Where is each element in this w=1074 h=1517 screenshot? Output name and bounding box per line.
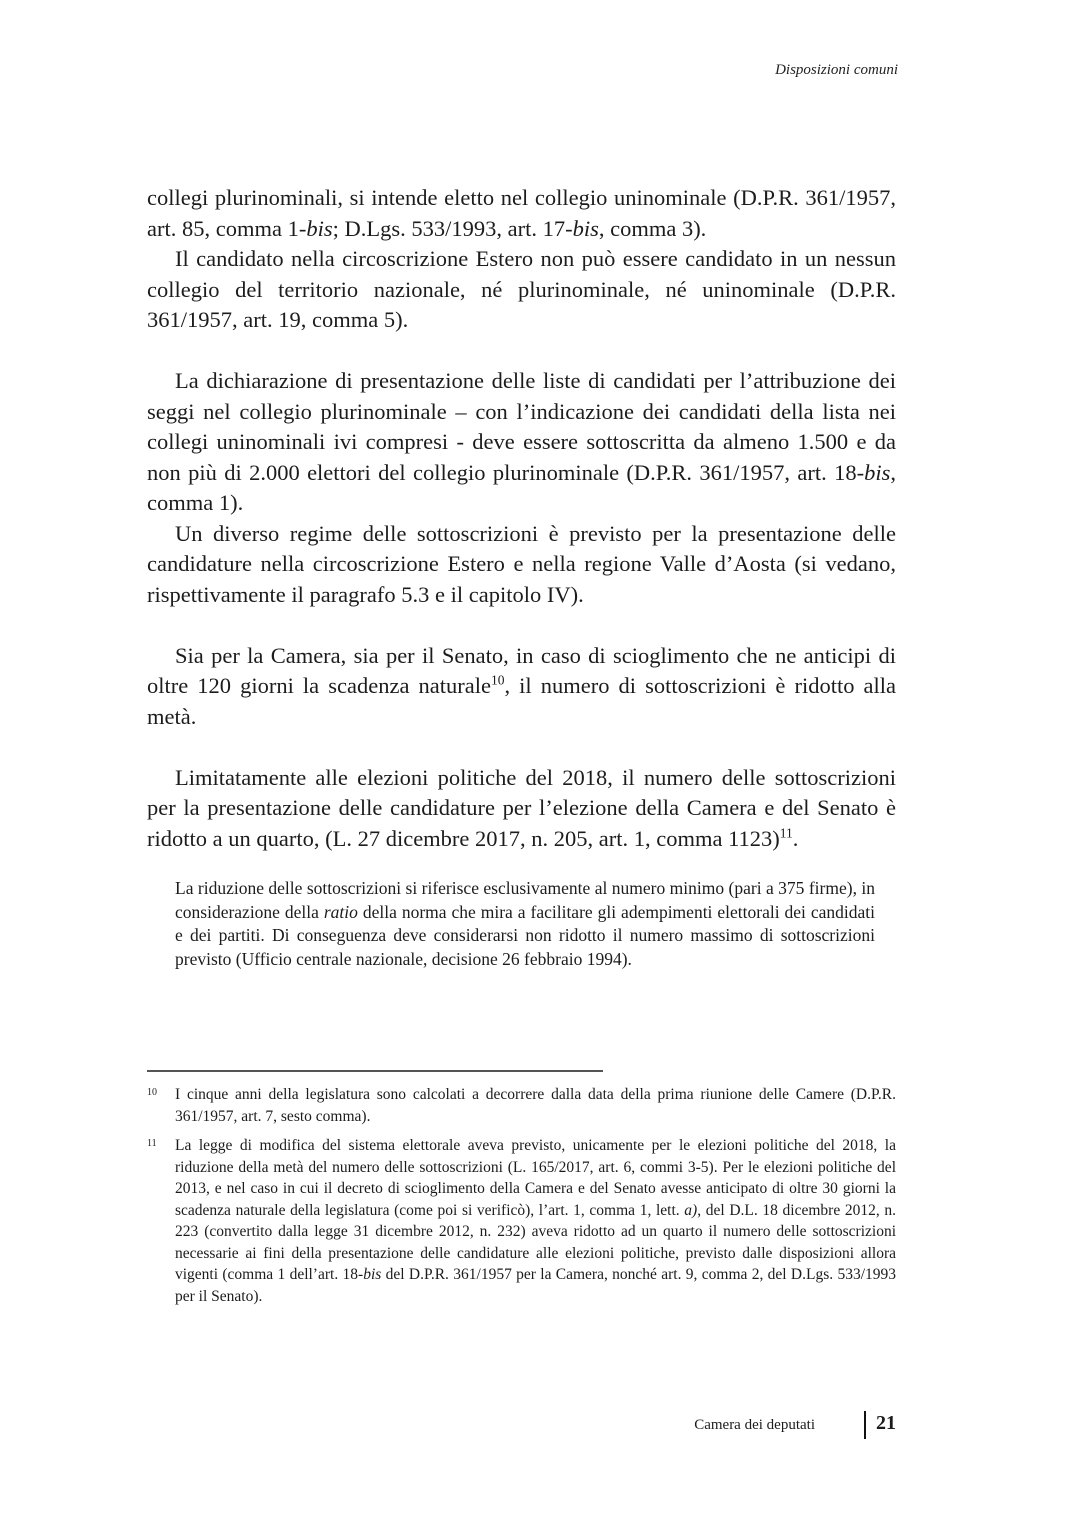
text-run: ; D.Lgs. 533/1993, art. 17- xyxy=(332,215,573,241)
text-run: . xyxy=(792,825,799,851)
paragraph-4: Un diverso regime delle sottoscrizioni è previsto per la presentazione delle candidature nella circoscrizione Estero e nella regione Valle d’Aosta (si vedano, rispettivamente il paragrafo 5.3 e il capitolo IV). xyxy=(147,520,896,607)
text-run: , il numero di sottoscrizioni è ridotto alla metà. xyxy=(147,673,897,729)
footnote-10 xyxy=(147,1084,896,1127)
italic-run: ratio xyxy=(323,901,358,922)
text-run: La legge di modifica del sistema elettorale aveva previsto, unicamente per le elezioni politiche del 2018, la riduzione della metà del numero delle sottoscrizioni (L. 165/2017, art. 6, commi 3-5). Per le elezioni politiche del 2013, e nel caso in cui il decreto di scioglimento della Camera e del Senato avesse anticipato di oltre 30 giorni la scadenza naturale della legislatura (come poi si verificò), l’art. 1, comma 1, lett. xyxy=(175,1137,896,1219)
page-number: 21 xyxy=(876,1412,896,1434)
footnote-number: 10 xyxy=(147,1087,157,1098)
footnote-ref-10[interactable]: 10 xyxy=(490,672,505,688)
paragraph-2: Il candidato nella circoscrizione Estero non può essere candidato in un nessun collegio del territorio nazionale, né plurinominale, né uninominale (D.P.R. 361/1957, art. 19, comma 5). xyxy=(147,246,896,332)
italic-run: bis xyxy=(864,459,891,485)
paragraph-5 xyxy=(147,641,896,733)
footnote-number: 11 xyxy=(147,1138,157,1149)
footnote-text: I cinque anni della legislatura sono calcolati a decorrere dalla data della prima riunione delle Camere (D.P.R. 361/1957, art. 7, sesto comma). xyxy=(175,1086,896,1125)
note-block xyxy=(175,877,875,971)
footnote-ref-11[interactable]: 11 xyxy=(779,825,793,840)
text-run: Sia per la Camera, sia per il Senato, in caso di scioglimento che ne anticipi di oltre 120 giorni la scadenza naturale xyxy=(147,642,896,698)
footnote-11 xyxy=(147,1135,896,1307)
italic-run: a) xyxy=(684,1201,698,1219)
text-run: , comma 1). xyxy=(147,459,896,515)
paragraph-3 xyxy=(147,366,896,519)
paragraph-6 xyxy=(147,763,896,855)
text-run: , comma 3). xyxy=(598,215,707,241)
footnotes xyxy=(147,1084,896,1315)
paragraph-1 xyxy=(147,183,896,244)
text-run: La riduzione delle sottoscrizioni si riferisce esclusivamente al numero minimo (pari a 375 firme), in considerazione della xyxy=(175,878,875,922)
text-run: Limitatamente alle elezioni politiche del 2018, il numero delle sottoscrizioni per la presentazione delle candidature per l’elezione della Camera e del Senato è ridotto a un quarto, (L. 27 dicembre 2017, n. 205, art. 1, comma 1123) xyxy=(147,764,896,851)
text-run: collegi plurinominali, si intende eletto nel collegio uninominale (D.P.R. 361/1957, art. 85, comma 1- xyxy=(147,185,896,241)
italic-run: bis xyxy=(572,215,599,241)
footer-label: Camera dei deputati xyxy=(694,1417,815,1433)
footer-divider xyxy=(864,1411,866,1439)
text-run: La dichiarazione di presentazione delle liste di candidati per l’attribuzione dei seggi nel collegio plurinominale – con l’indicazione dei candidati della lista nei collegi uninominali ivi compresi - deve essere sottoscritta da almeno 1.500 e da non più di 2.000 elettori del collegio plurinominale (D.P.R. 361/1957, art. 18- xyxy=(147,368,896,485)
italic-run: bis xyxy=(306,215,333,241)
text-run: del D.P.R. 361/1957 per la Camera, nonché art. 9, comma 2, del D.Lgs. 533/1993 per il Senato). xyxy=(175,1266,897,1305)
text-run: della norma che mira a facilitare gli adempimenti elettorali dei candidati e dei partiti. Di conseguenza deve considerarsi non ridotto il numero massimo di sottoscrizioni previsto (Ufficio centrale nazionale, decisione 26 febbraio 1994). xyxy=(175,901,875,969)
main-text xyxy=(147,183,896,854)
footnote-text xyxy=(175,1135,896,1307)
italic-run: bis xyxy=(363,1266,382,1283)
text-run: , del D.L. 18 dicembre 2012, n. 223 (convertito dalla legge 31 dicembre 2012, n. 232) aveva ridotto ad un quarto il numero delle sottoscrizioni necessarie ai fini della presentazione delle candidature alle elezioni politiche, previsto dalle disposizioni allora vigenti (comma 1 dell’art. 18- xyxy=(175,1201,896,1283)
running-header: Disposizioni comuni xyxy=(775,62,898,78)
footnote-divider xyxy=(147,1070,603,1072)
